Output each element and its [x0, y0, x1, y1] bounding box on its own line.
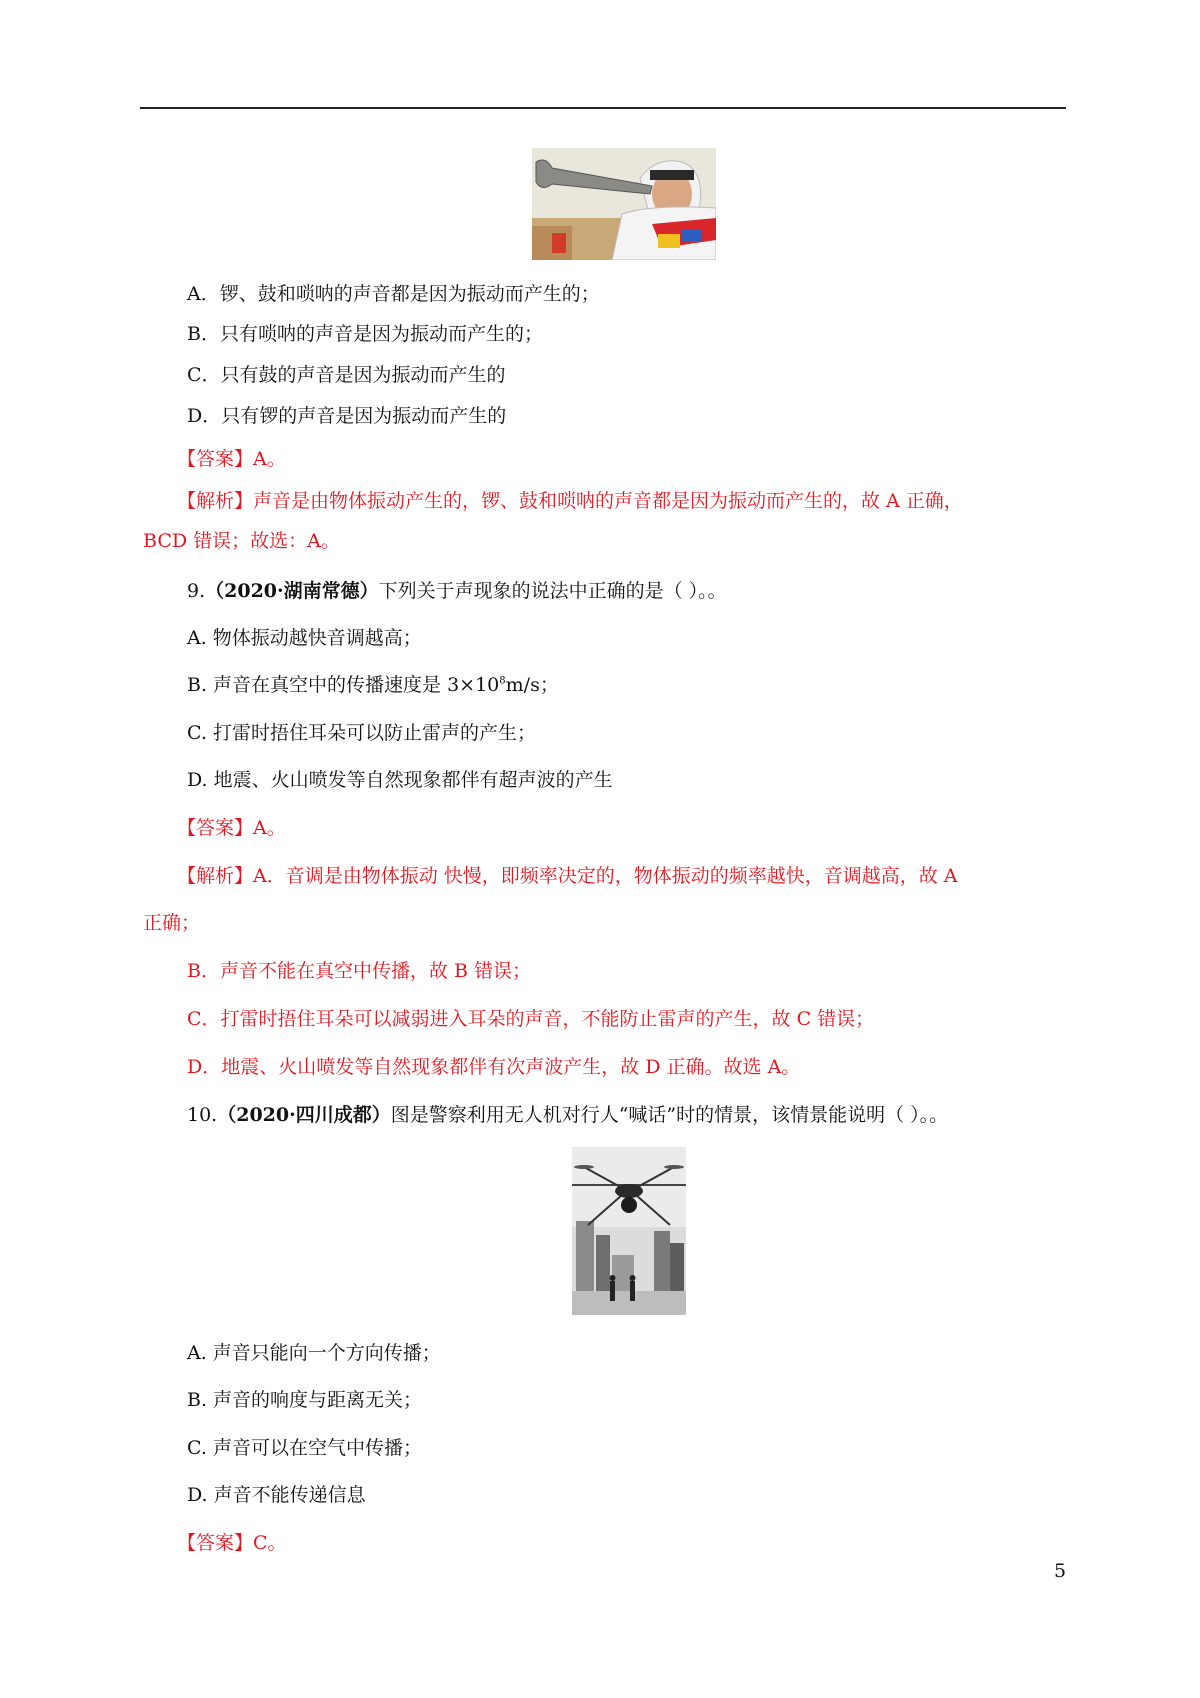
q9-option-a: A. 物体振动越快音调越高； [187, 627, 422, 649]
q8-analysis-line2: BCD 错误；故选：A。 [143, 530, 340, 552]
q9-source: （2020·湖南常德） [205, 580, 379, 602]
q10-option-c: C. 声音可以在空气中传播； [187, 1437, 422, 1459]
q8-option-d: D．只有锣的声音是因为振动而产生的 [187, 405, 507, 427]
q9-option-b-exponent: 8 [499, 675, 506, 687]
q9-stem-line [187, 578, 727, 604]
q10-option-d: D. 声音不能传递信息 [187, 1484, 366, 1506]
q9-option-d: D. 地震、火山喷发等自然现象都伴有超声波的产生 [187, 769, 613, 791]
q9-option-b-prefix: B. 声音在真空中的传播速度是 3×10 [187, 674, 500, 696]
q9-option-c: C. 打雷时捂住耳朵可以防止雷声的产生； [187, 722, 536, 744]
q8-option-b: B．只有唢呐的声音是因为振动而产生的； [187, 323, 543, 345]
q9-analysis-line1: 【解析】A．音调是由物体振动 快慢，即频率决定的，物体振动的频率越快，音调越高，故 A [177, 865, 958, 887]
q9-analysis-d: D．地震、火山喷发等自然现象都伴有次声波产生，故 D 正确。故选 A。 [187, 1056, 801, 1078]
q8-option-c: C．只有鼓的声音是因为振动而产生的 [187, 364, 506, 386]
q9-option-b [187, 672, 559, 698]
q10-stem: 图是警察利用无人机对行人“喊话”时的情景，该情景能说明（ ）。。 [390, 1104, 949, 1126]
q10-option-a: A. 声音只能向一个方向传播； [187, 1342, 441, 1364]
q10-option-b: B. 声音的响度与距离无关； [187, 1389, 423, 1411]
q8-answer: 【答案】A。 [177, 448, 286, 470]
page-number: 5 [1054, 1560, 1067, 1582]
q9-answer: 【答案】A。 [177, 817, 286, 839]
header-rule [140, 107, 1066, 109]
q9-option-b-suffix: m/s； [505, 674, 559, 696]
q10-stem-line [187, 1102, 948, 1128]
q9-analysis-line2: 正确； [143, 912, 201, 934]
police-drone-figure [572, 1147, 686, 1315]
q9-analysis-b: B．声音不能在真空中传播，故 B 错误； [187, 960, 532, 982]
q9-number: 9. [187, 580, 206, 602]
suona-player-figure [532, 148, 716, 260]
q10-source: （2020·四川成都） [217, 1104, 391, 1126]
q9-analysis-c: C．打雷时捂住耳朵可以减弱进入耳朵的声音，不能防止雷声的产生，故 C 错误； [187, 1008, 875, 1030]
q8-analysis-line1: 【解析】声音是由物体振动产生的，锣、鼓和唢呐的声音都是因为振动而产生的，故 A 正确， [177, 490, 963, 512]
q8-option-a: A．锣、鼓和唢呐的声音都是因为振动而产生的； [187, 283, 600, 305]
q9-stem: 下列关于声现象的说法中正确的是（ ）。。 [378, 580, 727, 602]
q10-number: 10. [187, 1104, 218, 1126]
q10-answer: 【答案】C。 [177, 1532, 287, 1554]
